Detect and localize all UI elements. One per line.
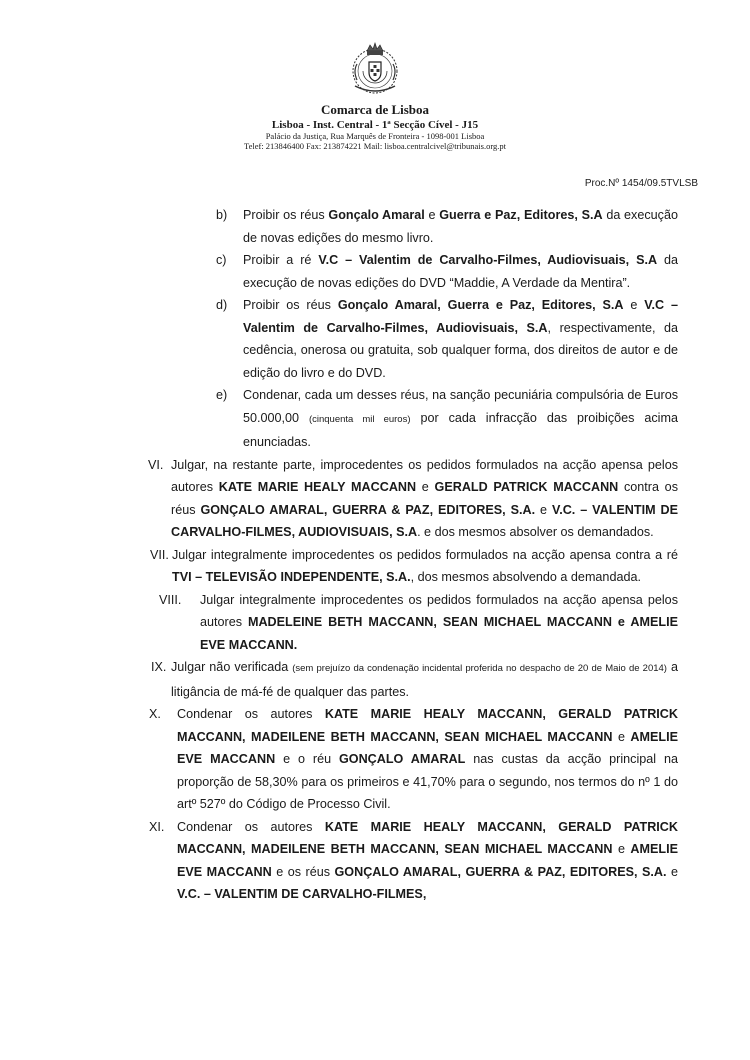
- text-segment: por cada infracção das proibições acima enunciadas.: [243, 410, 678, 449]
- bold-text: Gonçalo Amaral, Guerra e Paz, Editores, S.A: [337, 298, 624, 312]
- bold-text: MADELEINE BETH MACCANN, SEAN MICHAEL MACCANN e AMELIE EVE MACCANN.: [200, 615, 678, 652]
- text-segment: nas custas da acção principal na proporção de 58,30% para os primeiros e 41,70% para o segundo, nos termos do nº 1 do artº 527º do Código de Processo Civil.: [177, 752, 678, 811]
- bold-text: GONÇALO AMARAL, GUERRA & PAZ, EDITORES, S.A.: [200, 502, 536, 517]
- item-label: b): [216, 208, 228, 222]
- list-item: [149, 816, 678, 906]
- text-segment: e: [612, 842, 631, 856]
- bold-text: GERALD PATRICK MACCANN: [434, 480, 619, 494]
- court-address: Palácio da Justiça, Rua Marquês de Fronteira - 1098-001 Lisboa: [265, 131, 485, 141]
- text-segment: Julgar integralmente improcedentes os pedidos formulados na acção apensa pelos autores: [200, 592, 678, 629]
- list-item: [216, 294, 679, 384]
- item-label: VIII.: [159, 592, 182, 607]
- text-segment: e os réus: [271, 864, 335, 879]
- text-segment: Condenar, cada um desses réus, na sanção pecuniária compulsória de Euros 50.000,00: [243, 388, 678, 425]
- bold-text: TVI – TELEVISÃO INDEPENDENTE, S.A.: [172, 570, 411, 584]
- bold-text: AMELIE EVE MACCANN: [177, 729, 678, 766]
- text-segment: Proibir os réus: [243, 208, 329, 222]
- bold-text: KATE MARIE HEALY MACCANN: [218, 480, 417, 494]
- item-label: X.: [149, 707, 161, 721]
- text-segment: (sem prejuízo da condenação incidental proferida no despacho de 20 de Maio de 2014): [292, 663, 667, 674]
- item-label: XI.: [149, 819, 165, 834]
- text-segment: da execução de novas edições do DVD “Maddie, A Verdade da Mentira”.: [243, 253, 678, 290]
- document-body: [0, 204, 750, 906]
- text-segment: e o réu: [275, 752, 339, 766]
- item-label: IX.: [151, 660, 167, 674]
- text-segment: , dos mesmos absolvendo a demandada.: [410, 570, 641, 584]
- bold-text: Gonçalo Amaral: [328, 208, 425, 222]
- item-label: VI.: [148, 457, 164, 472]
- process-number: Proc.Nº 1454/09.5TVLSB: [584, 178, 698, 189]
- bold-text: AMELIE EVE MACCANN: [177, 842, 678, 879]
- text-segment: Condenar os autores: [177, 819, 325, 834]
- court-department: Lisboa - Inst. Central - 1ª Secção Cível - J15: [271, 119, 479, 131]
- bold-text: KATE MARIE HEALY MACCANN, GERALD PATRICK MACCANN, MADEILENE BETH MACCANN, SEAN MICHAEL MACCANN: [177, 707, 678, 744]
- bold-text: GONÇALO AMARAL: [338, 752, 466, 766]
- court-name: Comarca de Lisboa: [320, 102, 430, 117]
- document-header: [0, 38, 750, 151]
- bold-text: GONÇALO AMARAL, GUERRA & PAZ, EDITORES, S.A.: [334, 864, 667, 879]
- item-label: e): [216, 388, 228, 402]
- list-item: [216, 249, 678, 294]
- bold-text: V.C. – VALENTIM DE CARVALHO-FILMES,: [177, 887, 427, 901]
- text-segment: (cinquenta mil euros): [308, 413, 411, 425]
- text-segment: a litigância de má-fé de qualquer das partes.: [171, 660, 678, 699]
- bold-text: V.C – Valentim de Carvalho-Filmes, Audiovisuais, S.A: [318, 253, 658, 267]
- list-item: [148, 454, 679, 544]
- text-segment: . e dos mesmos absolver os demandados.: [417, 525, 654, 539]
- text-segment: Condenar os autores: [177, 707, 325, 721]
- text-segment: e: [623, 298, 645, 312]
- item-label: d): [216, 298, 228, 312]
- text-segment: e: [666, 864, 678, 879]
- text-segment: contra os réus: [171, 480, 678, 517]
- list-item: [151, 656, 678, 703]
- text-segment: e: [612, 729, 631, 744]
- court-contacts: Telef: 213846400 Fax: 213874221 Mail: lisboa.centralcivel@tribunais.org.pt: [243, 141, 507, 151]
- text-segment: e: [535, 502, 552, 517]
- bold-text: Guerra e Paz, Editores, S.A: [439, 208, 603, 222]
- bold-text: V.C. – VALENTIM DE CARVALHO-FILMES, AUDIOVISUAIS, S.A: [171, 502, 679, 539]
- list-item: [216, 204, 678, 249]
- text-segment: e: [416, 480, 435, 494]
- text-segment: , respectivamente, da cedência, onerosa ou gratuita, sob qualquer forma, dos direitos de autor e de edição do livro e do DVD.: [243, 320, 679, 380]
- item-label: c): [216, 253, 227, 267]
- list-item: [150, 544, 678, 589]
- text-segment: Julgar, na restante parte, improcedentes os pedidos formulados na acção apensa pelos autores: [171, 457, 678, 494]
- text-segment: Julgar não verificada: [171, 660, 293, 674]
- text-segment: Proibir a ré: [243, 253, 319, 267]
- text-segment: Julgar integralmente improcedentes os pedidos formulados na acção apensa contra a ré: [172, 547, 678, 562]
- bold-text: V.C – Valentim de Carvalho-Filmes, Audiovisuais, S.A: [243, 298, 678, 335]
- list-item: [159, 589, 678, 657]
- portuguese-coat-of-arms-icon: [349, 38, 401, 98]
- text-segment: e: [424, 208, 440, 222]
- list-item: [216, 384, 678, 454]
- list-item: [149, 703, 678, 816]
- text-segment: Proibir os réus: [243, 298, 338, 312]
- bold-text: KATE MARIE HEALY MACCANN, GERALD PATRICK MACCANN, MADEILENE BETH MACCANN, SEAN MICHAEL MACCANN: [177, 819, 678, 856]
- text-segment: da execução de novas edições do mesmo livro.: [243, 208, 678, 245]
- item-label: VII.: [150, 547, 169, 562]
